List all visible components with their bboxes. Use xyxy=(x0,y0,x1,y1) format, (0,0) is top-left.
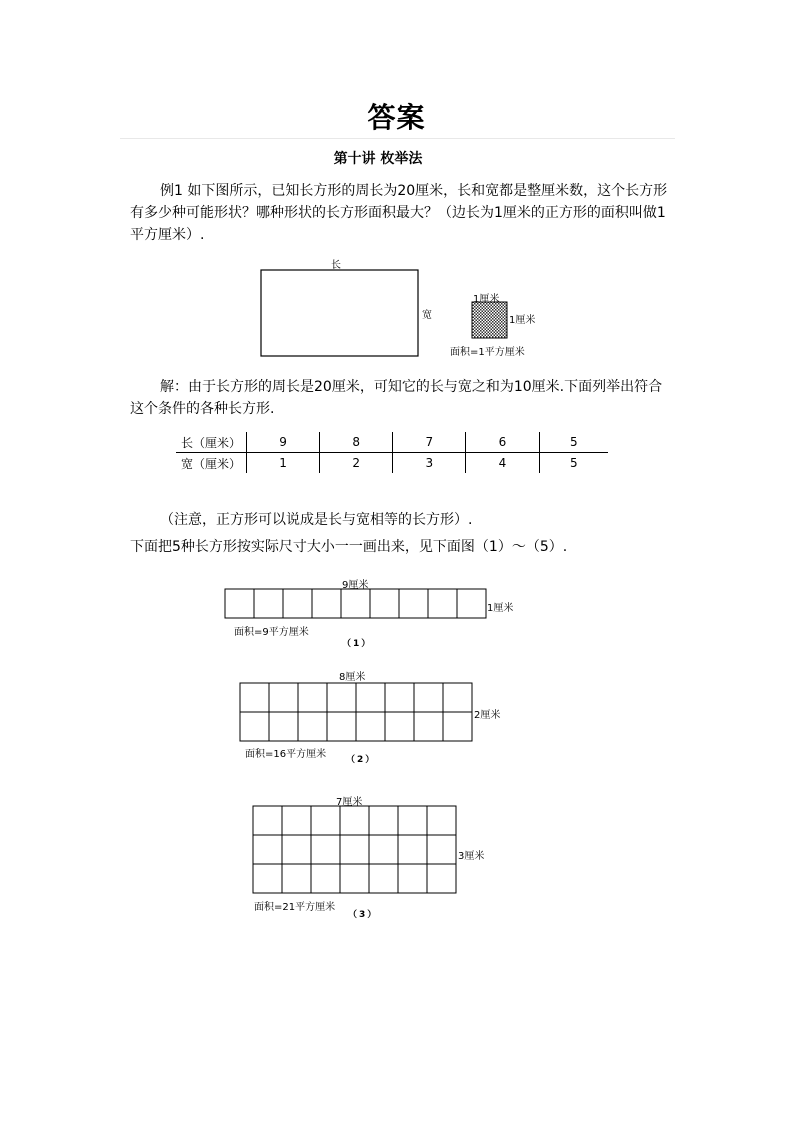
grid-2-cell xyxy=(443,712,472,741)
width-cell: 5 xyxy=(569,456,578,470)
grid-3-cell xyxy=(253,864,282,893)
width-cell: 3 xyxy=(393,453,466,474)
grid-3-cell xyxy=(253,806,282,835)
grid-2-cell xyxy=(327,683,356,712)
width-cell: 4 xyxy=(466,453,539,474)
grid-3-cell xyxy=(427,864,456,893)
grid-1-cell xyxy=(457,589,486,618)
unit-area-label: 面积=1平方厘米 xyxy=(450,347,525,358)
grid-1-cell xyxy=(283,589,312,618)
grid-2-cell xyxy=(298,712,327,741)
grid-2-top-label: 8厘米 xyxy=(339,672,366,683)
grid-3-caption: （3） xyxy=(348,910,379,920)
grid-2-cell xyxy=(298,683,327,712)
grid-3-cell xyxy=(340,806,369,835)
grid-3-cell xyxy=(369,806,398,835)
grid-2-cell xyxy=(414,683,443,712)
grid-1-cell xyxy=(341,589,370,618)
intro-paragraph: 下面把5种长方形按实际尺寸大小一一画出来，见下面图（1）～（5）. xyxy=(130,539,568,555)
page-title: 答案 xyxy=(367,101,426,134)
grid-3-cell xyxy=(282,864,311,893)
length-cell: 7 xyxy=(393,432,466,453)
grid-2-cell xyxy=(414,712,443,741)
grid-3-cell xyxy=(282,806,311,835)
grid-3-cell xyxy=(398,864,427,893)
grid-1-top-label: 9厘米 xyxy=(342,580,369,591)
grid-3-top-label: 7厘米 xyxy=(336,797,363,808)
example-text: 例1 如下图所示，已知长方形的周长为20厘米，长和宽都是整厘米数，这个长方形有多少种可能形状？哪种形状的长方形面积最大？（边长为1厘米的正方形的面积叫做1平方厘米）. xyxy=(130,183,668,243)
grid-2-cell xyxy=(385,712,414,741)
grid-2-cell xyxy=(240,712,269,741)
grid-3-cell xyxy=(311,864,340,893)
grid-2-cell xyxy=(443,683,472,712)
grid-1-cell xyxy=(399,589,428,618)
grid-3-cell xyxy=(311,806,340,835)
grid-3-cell xyxy=(398,835,427,864)
grid-2-cell xyxy=(356,683,385,712)
unit-side-label: 1厘米 xyxy=(509,315,536,326)
grid-3-cell xyxy=(427,806,456,835)
grid-1-area-label: 面积=9平方厘米 xyxy=(234,627,309,638)
grid-3-cell xyxy=(427,835,456,864)
grid-1-cell xyxy=(312,589,341,618)
width-label: 宽 xyxy=(422,310,432,321)
width-cell: 1 xyxy=(247,453,320,474)
grid-2-cell xyxy=(269,712,298,741)
grid-3-cell xyxy=(369,864,398,893)
grid-3-cell xyxy=(340,864,369,893)
grid-2-cell xyxy=(269,683,298,712)
grid-1-cell xyxy=(254,589,283,618)
grid-3-area-label: 面积=21平方厘米 xyxy=(254,902,336,913)
length-cell: 6 xyxy=(466,432,539,453)
grid-1-caption: （1） xyxy=(342,639,373,649)
length-cell: 8 xyxy=(320,432,393,453)
unit-top-label: 1厘米 xyxy=(473,294,500,305)
row-label-length: 长（厘米） xyxy=(176,432,247,453)
length-label: 长 xyxy=(331,260,341,271)
width-cell: 2 xyxy=(320,453,393,474)
grid-1-cell xyxy=(370,589,399,618)
solution-text: 解：由于长方形的周长是20厘米，可知它的长与宽之和为10厘米.下面列举出符合这个条件的各种长方形. xyxy=(130,379,663,417)
grid-2-cell xyxy=(356,712,385,741)
grid-2-caption: （2） xyxy=(346,755,377,765)
length-cell: 5 xyxy=(569,435,578,449)
grid-3-cell xyxy=(253,835,282,864)
grid-3-cell xyxy=(340,835,369,864)
grid-2-cell xyxy=(385,683,414,712)
grid-2-side-label: 2厘米 xyxy=(474,710,501,721)
grid-1-side-label: 1厘米 xyxy=(487,603,514,614)
grid-2-area-label: 面积=16平方厘米 xyxy=(245,749,327,760)
lesson-subtitle: 第十讲 枚举法 xyxy=(333,151,423,167)
grid-3-cell xyxy=(282,835,311,864)
grid-1-cell xyxy=(225,589,254,618)
grid-2-cell xyxy=(327,712,356,741)
grid-3-cell xyxy=(369,835,398,864)
note-text: （注意，正方形可以说成是长与宽相等的长方形）. xyxy=(160,512,473,528)
grid-3-cell xyxy=(311,835,340,864)
grid-1-cell xyxy=(428,589,457,618)
row-label-width: 宽（厘米） xyxy=(176,453,247,474)
grid-3-side-label: 3厘米 xyxy=(458,851,485,862)
grid-2-cell xyxy=(240,683,269,712)
length-cell: 9 xyxy=(247,432,320,453)
grid-3-cell xyxy=(398,806,427,835)
